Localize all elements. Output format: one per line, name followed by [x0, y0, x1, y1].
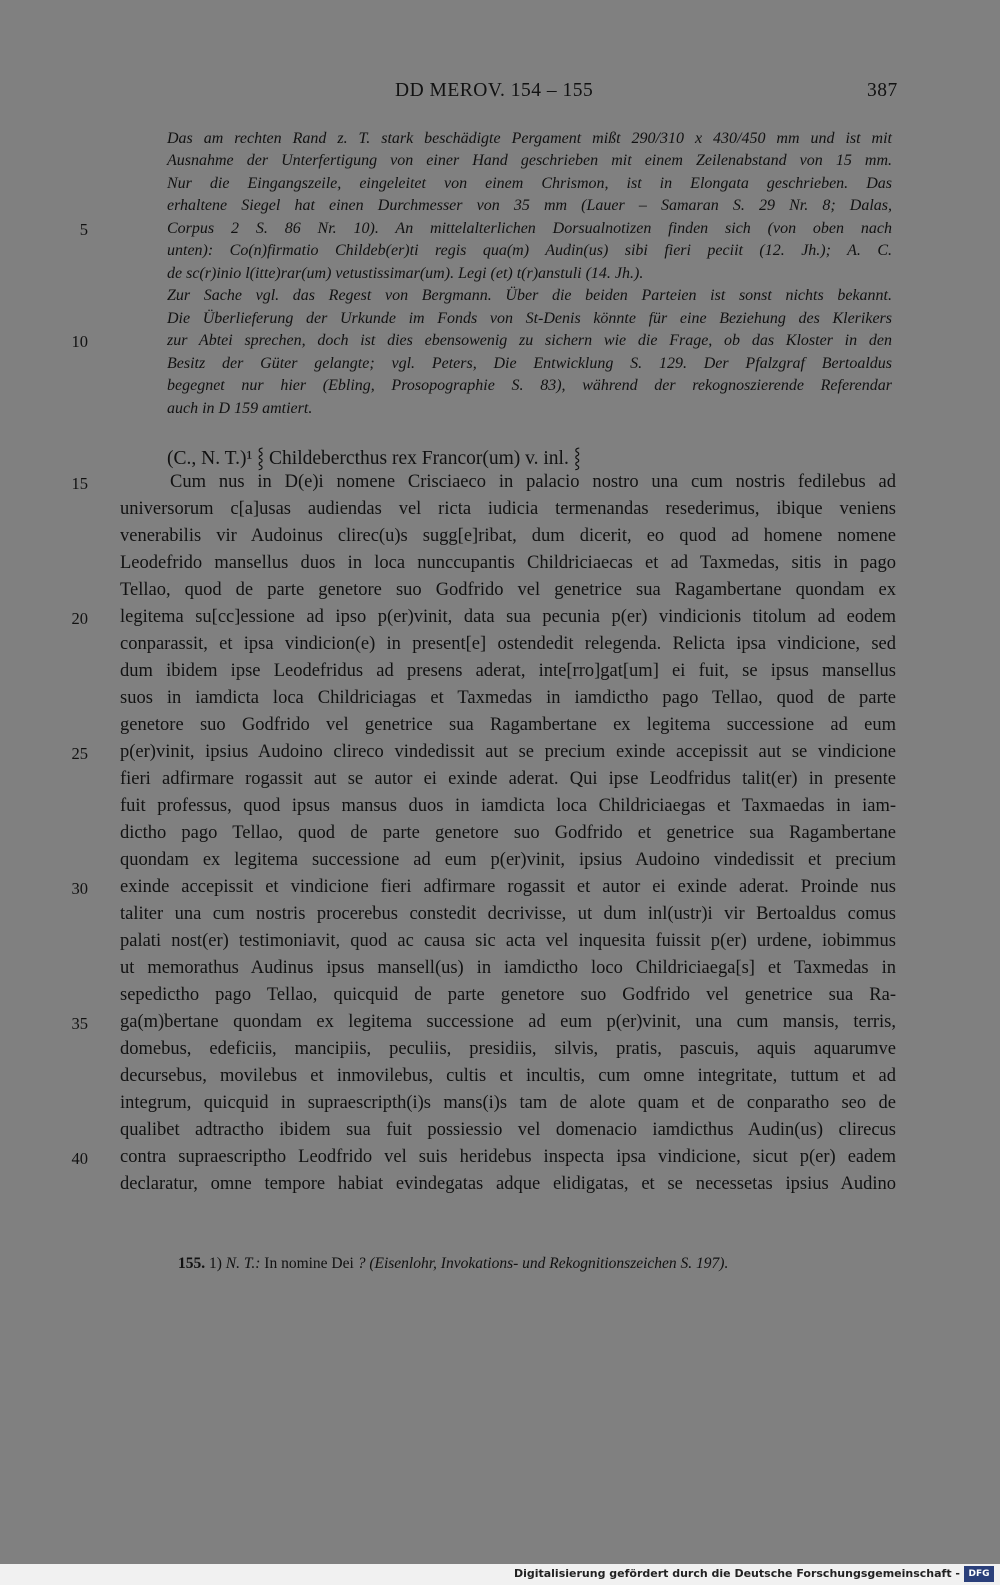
line-number: 25	[71, 744, 88, 763]
commentary-line: Nur die Eingangszeile, eingeleitet von einem Chrismon, ist in Elongata geschrieben. Das	[167, 175, 892, 192]
footnote-number: 155.	[178, 1255, 206, 1272]
commentary-line: zur Abtei sprechen, doch ist dies ebensowenig zu sichern wie die Frage, ob das Kloster in den	[167, 332, 892, 349]
charter-line: fieri adfirmare rogassit aut se autor ei exinde aderat. Qui ipse Leodfridus talit(er) in presente	[120, 769, 896, 789]
footnote	[178, 1255, 728, 1273]
line-number: 10	[71, 332, 88, 351]
line-number: 35	[71, 1014, 88, 1033]
footnote-source: ? (Eisenlohr, Invokations- und Rekognitionszeichen S. 197).	[357, 1255, 729, 1272]
line-number: 20	[71, 609, 88, 628]
commentary-line: unten): Co(n)firmatio Childeb(er)ti regis qua(m) Audin(us) sibi fieri peciit (12. Jh.); A. C.	[167, 242, 892, 259]
charter-line: conparassit, et ipsa vindicion(e) in present[e] ostendedit relegenda. Relicta ipsa vindicione, sed	[120, 634, 896, 654]
charter-line: Cum nus in D(e)i nomene Crisciaeco in palacio nostro una cum nostris fedilebus ad	[170, 472, 896, 492]
charter-line: ga(m)bertane quondam ex legitema successione ad eum p(er)vinit, una cum mansis, terris,	[120, 1012, 896, 1032]
commentary-line: Corpus 2 S. 86 Nr. 10). An mittelalterlichen Dorsualnotizen finden sich (von oben nach	[167, 220, 892, 237]
charter-line: quondam ex legitema successione ad eum p(er)vinit, ipsius Audoino vindedissit et precium	[120, 850, 896, 870]
footnote-abbr: N. T.:	[225, 1255, 261, 1272]
charter-line: suos in iamdicta loca Childriciagas et Taxmedas in iamdictho pago Tellao, quod de parte	[120, 688, 896, 708]
charter-line: qualibet adtractho ibidem sua fuit possiessio vel domenacio iamdicthus Audin(us) clirecus	[120, 1120, 896, 1140]
charter-line: Leodefrido mansellus duos in loca nunccupantis Childriciaecas et ad Taxmedas, sitis in pago	[120, 553, 896, 573]
charter-line: domebus, edeficiis, mancipiis, peculiis, presidiis, silvis, pratis, pascuis, aquis aquarumve	[120, 1039, 896, 1059]
line-number: 5	[79, 220, 88, 239]
charter-line: exinde accepissit et vindicione fieri adfirmare rogassit et autor ei exinde aderat. Proinde nus	[120, 877, 896, 897]
commentary-line: Das am rechten Rand z. T. stark beschädigte Pergament mißt 290/310 x 430/450 mm und ist mit	[167, 130, 892, 147]
charter-line: genetore suo Godfrido vel genetrice sua Ragambertane ex legitema successione ad eum	[120, 715, 896, 735]
charter-line: sepedictho pago Tellao, quicquid de parte genetore suo Godfrido vel genetrice sua Ra-	[120, 985, 896, 1005]
charter-line: p(er)vinit, ipsius Audoino clireco vindedissit aut se precium exinde accepissit aut se vindicione	[120, 742, 896, 762]
line-number: 30	[71, 879, 88, 898]
charter-line: dictho pago Tellao, quod de parte genetore suo Godfrido et genetrice sua Ragambertane	[120, 823, 896, 843]
dfg-logo: DFG	[964, 1566, 994, 1582]
footer-bar	[0, 1564, 1000, 1585]
commentary-line: Die Überlieferung der Urkunde im Fonds von St-Denis könnte für eine Beziehung des Klerikers	[167, 310, 892, 327]
charter-line: venerabilis vir Audoinus clirec(u)s sugg[e]ribat, dum dicerit, eo quod ad homene nomene	[120, 526, 896, 546]
charter-line: palati nost(er) testimoniavit, quod ac causa sic acta vel inquesita fuissit p(er) urdene, iobimmus	[120, 931, 896, 951]
footnote-text: In nomine Dei	[264, 1255, 354, 1272]
commentary-line: begegnet nur hier (Ebling, Prosopographie S. 83), während der rekognoszierende Referendar	[167, 377, 892, 394]
charter-line: legitema su[cc]essione ad ipso p(er)vinit, data sua pecunia p(er) vindicionis titolum ad eodem	[120, 607, 896, 627]
charter-line: contra supraescriptho Leodfrido vel suis heridebus inspecta ipsa vindicione, sicut p(er) eadem	[120, 1147, 896, 1167]
commentary-line: erhaltene Siegel hat einen Durchmesser von 35 mm (Lauer – Samaran S. 29 Nr. 8; Dalas,	[167, 197, 892, 214]
charter-line: decursebus, movilebus et inmovilebus, cultis et incultis, cum omne integritate, tuttum et ad	[120, 1066, 896, 1086]
line-number: 40	[71, 1149, 88, 1168]
charter-line: integrum, quicquid in supraescripth(i)s mans(i)s tam de alote quam et de conparatho seo de	[120, 1093, 896, 1113]
charter-line: fuit professus, quod ipsus mansus duos in iamdicta loca Childriciaegas et Taxmaedas in iam-	[120, 796, 896, 816]
commentary-line: Ausnahme der Unterfertigung von einer Hand geschrieben mit einem Zeilenabstand von 15 mm.	[167, 152, 892, 169]
commentary-line: de sc(r)inio l(itte)rar(um) vetustissimar(um). Legi (et) t(r)anstuli (14. Jh.).	[167, 265, 644, 282]
charter-line: universorum c[a]usas audiendas vel ricta iudicia termenandas resederimus, ibique veniens	[120, 499, 896, 519]
charter-line: declaratur, omne tempore habiat evindegatas adque elidigatas, et se necessetas ipsius Audino	[120, 1174, 896, 1194]
charter-line: taliter una cum nostris procerebus constedit decrivisse, ut dum inl(ustr)i vir Bertoaldus comus	[120, 904, 896, 924]
funding-credit: Digitalisierung gefördert durch die Deutsche Forschungsgemeinschaft -	[513, 1567, 960, 1580]
charter-line: dum ibidem ipse Leodefridus ad presens aderat, inte[rro]gat[um] ei fuit, se ipsus mansellus	[120, 661, 896, 681]
charter-line: Tellao, quod de parte genetore suo Godfrido vel genetrice sua Ragambertane quondam ex	[120, 580, 896, 600]
footnote-marker: 1)	[209, 1255, 222, 1272]
line-number: 15	[71, 474, 88, 493]
commentary-line: Besitz der Güter gelangte; vgl. Peters, Die Entwicklung S. 129. Der Pfalzgraf Bertoaldus	[167, 355, 892, 372]
running-head	[0, 80, 1000, 110]
running-title: DD MEROV. 154 – 155	[395, 80, 594, 101]
charter-invocation: (C., N. T.)¹ ⸾ Childebercthus rex Francor(um) v. inl. ⸾	[167, 448, 581, 469]
commentary-line: Zur Sache vgl. das Regest von Bergmann. Über die beiden Parteien ist sonst nichts bekannt.	[167, 287, 892, 304]
charter-line: ut memorathus Audinus ipsus mansell(us) in iamdictho loco Childriciaega[s] et Taxmedas in	[120, 958, 896, 978]
page-number: 387	[867, 80, 898, 101]
commentary-line: auch in D 159 amtiert.	[167, 400, 313, 417]
